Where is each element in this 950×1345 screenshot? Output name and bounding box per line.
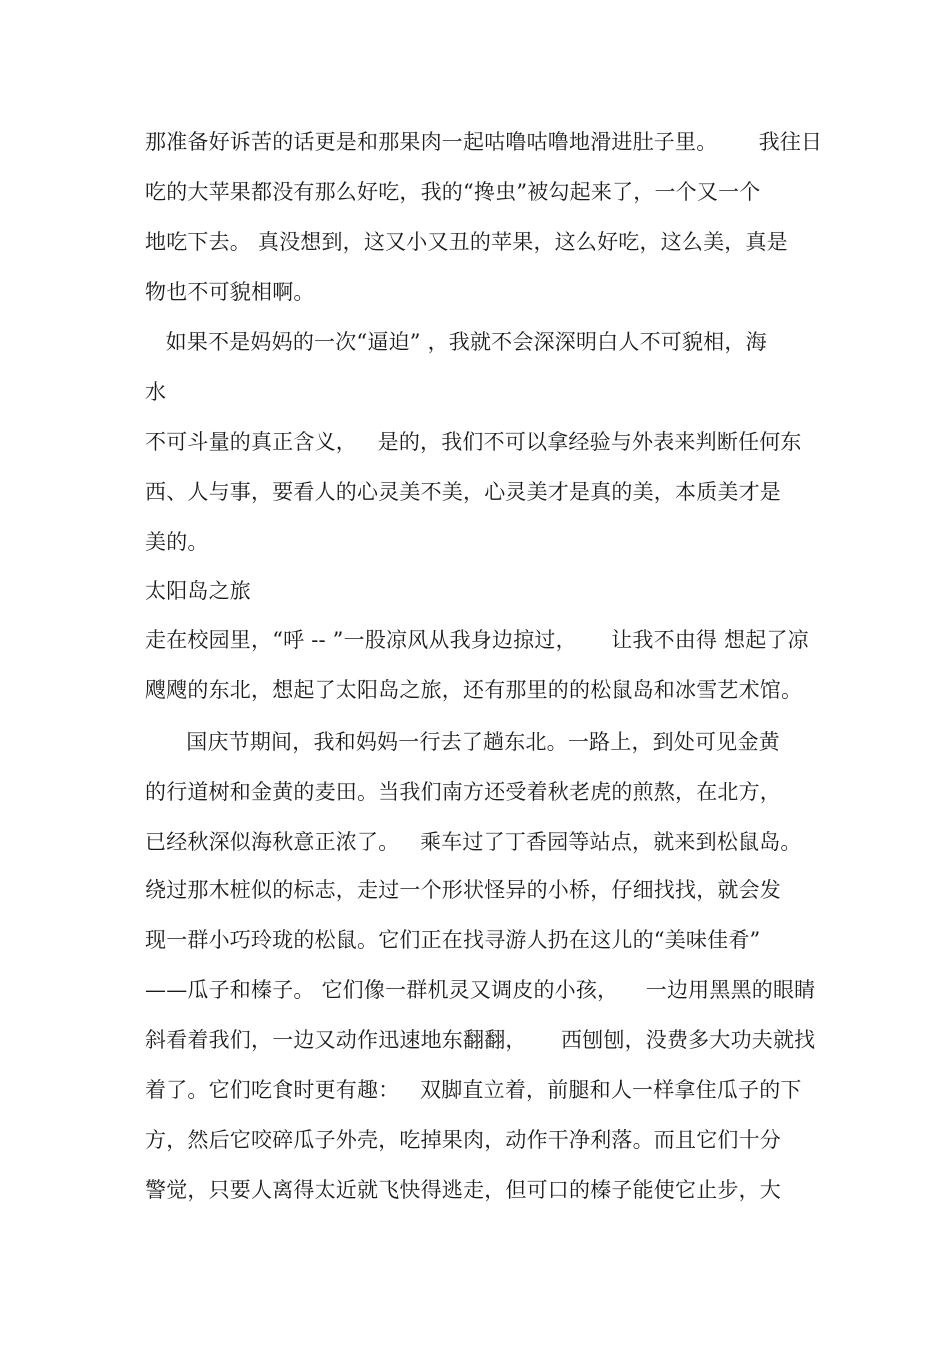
section-title: 太阳岛之旅 — [145, 579, 251, 603]
text-line: 方，然后它咬碎瓜子外壳，吃掉果肉，动作干净利落。而且它们十分 — [145, 1128, 781, 1152]
text-line: 物也不可貌相啊。 — [145, 280, 315, 304]
text-line: 吃的大苹果都没有那么好吃，我的“搀虫”被勾起来了，一个又一个 — [145, 180, 761, 204]
text-line: 着了。它们吃食时更有趣： 双脚直立着，前腿和人一样拿住瓜子的下 — [145, 1078, 802, 1102]
text-line: 那准备好诉苦的话更是和那果肉一起咕噜咕噜地滑进肚子里。 我往日 — [145, 130, 823, 154]
text-line: 飕飕的东北，想起了太阳岛之旅，还有那里的的松鼠岛和冰雪艺术馆。 — [145, 678, 803, 702]
text-line: 斜看着我们，一边又动作迅速地东翻翻， 西刨刨，没费多大功夫就找 — [145, 1028, 816, 1052]
text-line: 走在校园里，“呼 -- ”一股凉风从我身边掠过， 让我不由得 想起了凉 — [145, 628, 809, 652]
text-line: 已经秋深似海秋意正浓了。 乘车过了丁香园等站点，就来到松鼠岛。 — [145, 830, 802, 854]
text-line: 国庆节期间，我和妈妈一行去了趟东北。一路上，到处可见金黄 — [145, 730, 780, 754]
text-line: 西、人与事，要看人的心灵美不美，心灵美才是真的美，本质美才是 — [145, 480, 781, 504]
text-line: ——瓜子和榛子。 它们像一群机灵又调皮的小孩， 一边用黑黑的眼睛 — [145, 978, 816, 1002]
text-line: 的行道树和金黄的麦田。当我们南方还受着秋老虎的煎熬，在北方， — [145, 780, 781, 804]
text-line: 地吃下去。 真没想到，这又小又丑的苹果，这么好吃，这么美，真是 — [145, 230, 788, 254]
text-line: 不可斗量的真正含义， 是的，我们不可以拿经验与外表来判断任何东 — [145, 430, 802, 454]
text-line: 警觉，只要人离得太近就飞快得逃走，但可口的榛子能使它止步，大 — [145, 1178, 781, 1202]
text-line: 绕过那木桩似的标志，走过一个形状怪异的小桥，仔细找找，就会发 — [145, 878, 781, 902]
text-line: 现一群小巧玲珑的松鼠。它们正在找寻游人扔在这儿的“美味佳肴” — [145, 928, 761, 952]
text-line: 美的。 — [145, 530, 209, 554]
text-line: 水 — [145, 380, 167, 404]
text-line: 如果不是妈妈的一次“逼迫” ，我就不会深深明白人不可貌相，海 — [145, 330, 767, 354]
